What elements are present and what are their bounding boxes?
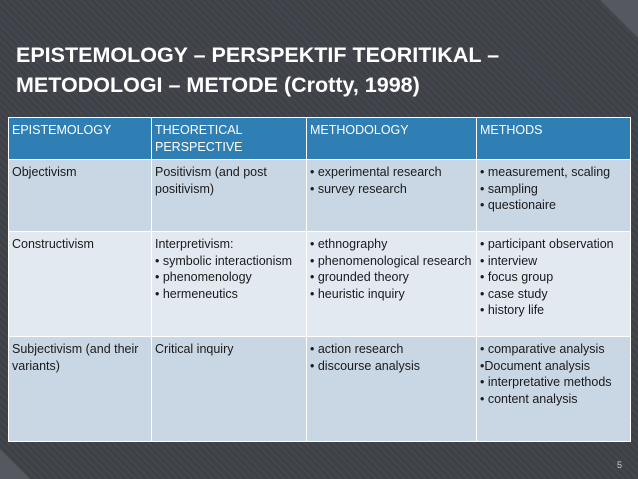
cell-epistemology: [9, 337, 152, 442]
cell-line: • measurement, scaling: [480, 165, 611, 179]
cell-methods: [477, 232, 631, 337]
cell-methodology: [307, 232, 477, 337]
cell-methods: [477, 337, 631, 442]
slide-title: [16, 40, 626, 100]
cell-methodology: [307, 160, 477, 232]
cell-line: • questionaire: [480, 198, 556, 212]
header-theoretical-perspective: THEORETICAL PERSPECTIVE: [152, 118, 307, 160]
cell-line: • interpretative methods: [480, 375, 612, 389]
cell-epistemology: [9, 160, 152, 232]
corner-decoration-bottom-left: [0, 449, 30, 479]
cell-line: • experimental research: [310, 165, 442, 179]
cell-line: • survey research: [310, 181, 407, 196]
cell-epistemology: [9, 232, 152, 337]
cell-methods: [477, 160, 631, 232]
cell-line: • participant observation: [480, 237, 614, 251]
cell-line: • heuristic inquiry: [310, 286, 405, 301]
cell-line: • phenomenology: [155, 270, 252, 284]
cell-line: • action research: [310, 342, 404, 356]
cell-line: • content analysis: [480, 391, 578, 406]
cell-line: Critical inquiry: [155, 342, 234, 356]
cell-line: • grounded theory: [310, 270, 409, 284]
crotty-table: [8, 117, 631, 442]
cell-line: • hermeneutics: [155, 286, 238, 301]
title-line-1: EPISTEMOLOGY – PERSPEKTIF TEORITIKAL –: [16, 43, 500, 67]
cell-line: Positivism (and post positivism): [155, 165, 267, 196]
cell-line: • case study: [480, 286, 548, 301]
table-row: [9, 160, 631, 232]
cell-line: • ethnography: [310, 237, 388, 251]
cell-line: • focus group: [480, 270, 554, 284]
header-methods: METHODS: [477, 118, 631, 160]
title-line-2: METODOLOGI – METODE (Crotty, 1998): [16, 73, 420, 97]
page-number: 5: [616, 460, 622, 470]
cell-line: • comparative analysis: [480, 342, 605, 356]
cell-perspective: [152, 232, 307, 337]
header-methodology: METHODOLOGY: [307, 118, 477, 160]
cell-perspective: [152, 160, 307, 232]
cell-line: • interview: [480, 253, 538, 268]
corner-decoration-top-right: [600, 0, 638, 38]
cell-line: • phenomenological research: [310, 253, 472, 268]
cell-line: Interpretivism:: [155, 237, 234, 251]
cell-line: • sampling: [480, 181, 538, 196]
cell-line: Constructivism: [12, 237, 94, 251]
cell-line: Objectivism: [12, 165, 77, 179]
cell-line: •Document analysis: [480, 358, 590, 373]
cell-line: Subjectivism (and their variants): [12, 342, 139, 373]
cell-line: • history life: [480, 303, 545, 317]
table-row: [9, 337, 631, 442]
cell-line: • discourse analysis: [310, 358, 420, 373]
cell-methodology: [307, 337, 477, 442]
table-row: [9, 232, 631, 337]
cell-line: • symbolic interactionism: [155, 253, 293, 268]
header-epistemology: EPISTEMOLOGY: [9, 118, 152, 160]
table-header-row: [9, 118, 631, 160]
cell-perspective: [152, 337, 307, 442]
